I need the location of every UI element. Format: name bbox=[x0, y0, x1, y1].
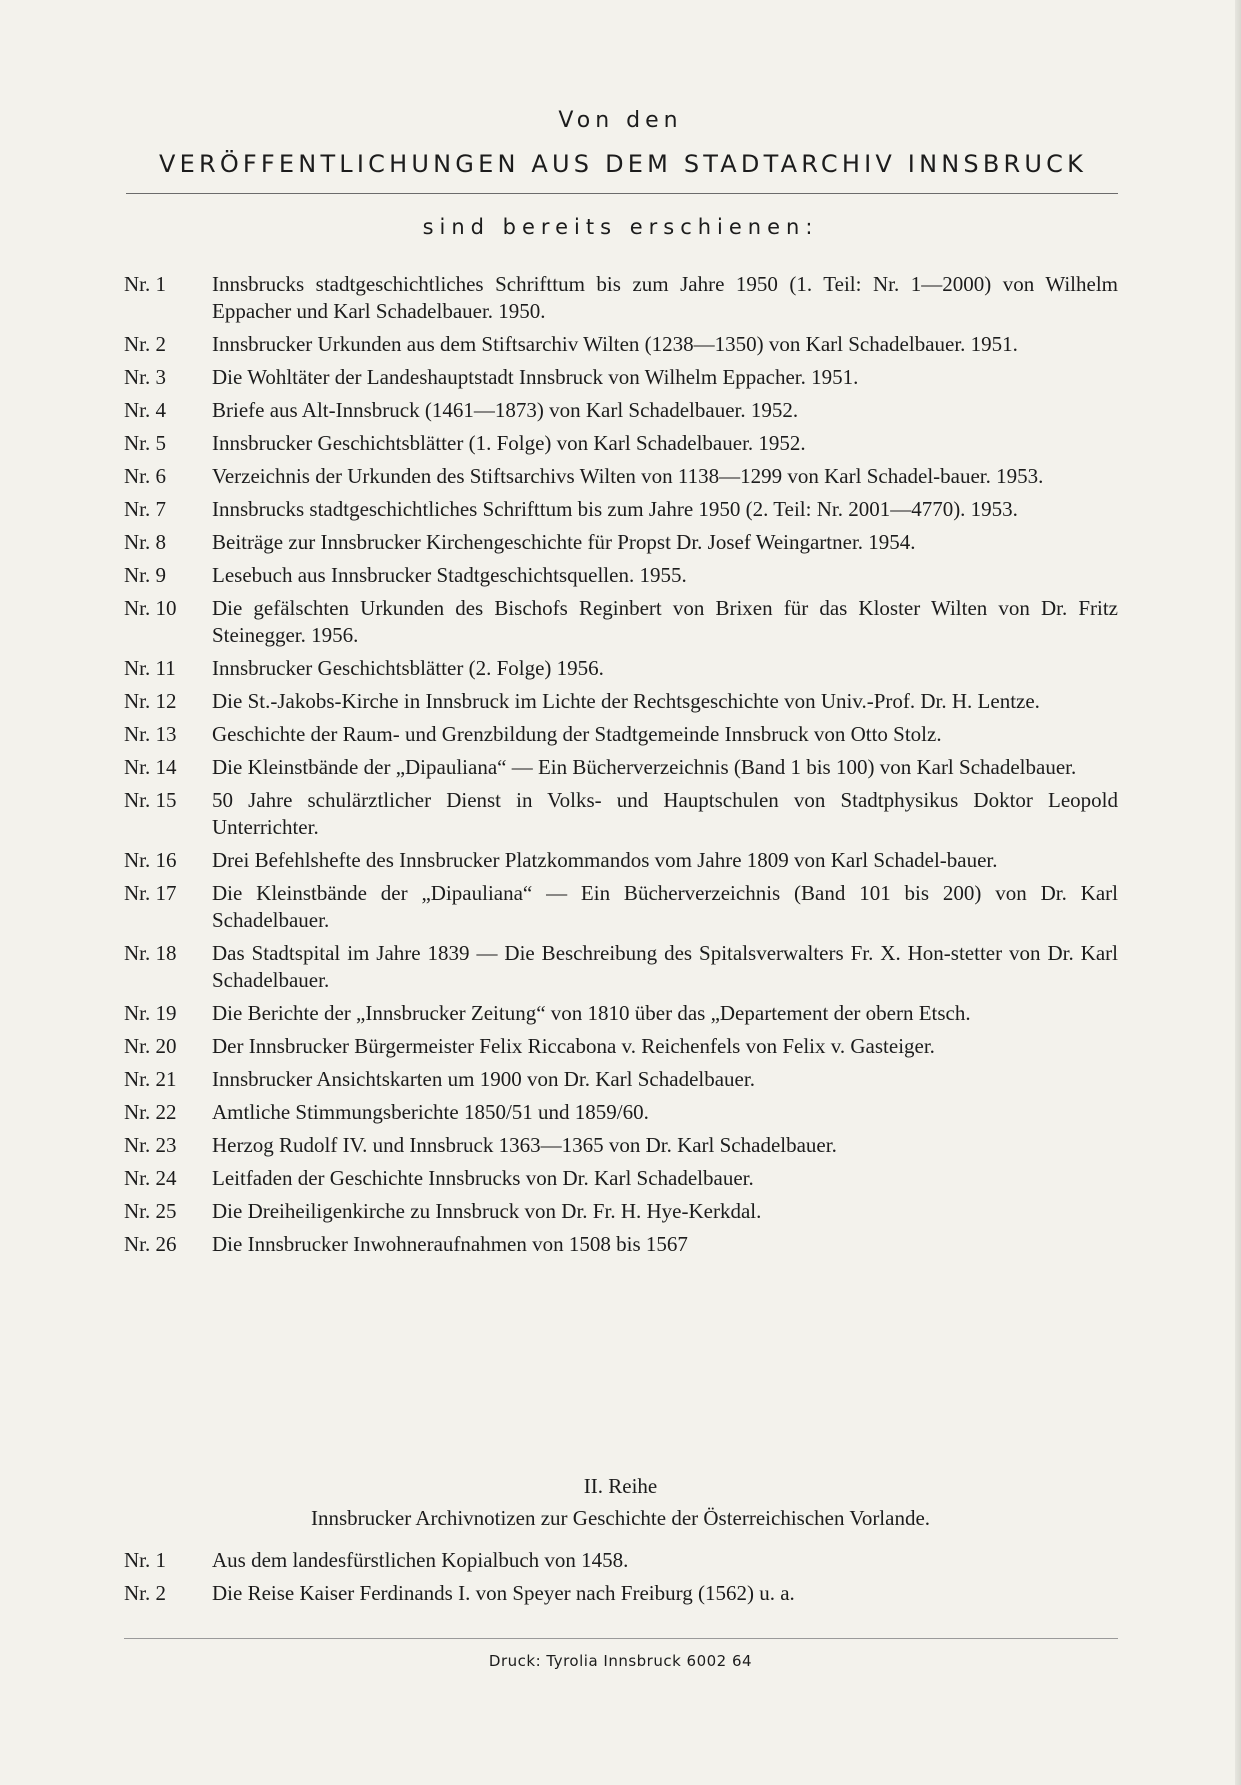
entry-number: Nr. 23 bbox=[124, 1133, 177, 1157]
list-item bbox=[124, 1132, 1118, 1159]
list-item bbox=[124, 529, 1118, 556]
entry-text: Die Reise Kaiser Ferdinands I. von Speyer nach Freiburg (1562) u. a. bbox=[212, 1581, 795, 1605]
entry-text: Geschichte der Raum- und Grenzbildung der Stadtgemeinde Innsbruck von Otto Stolz. bbox=[212, 722, 942, 746]
entry-number: Nr. 19 bbox=[124, 1001, 177, 1025]
entry-text: Leitfaden der Geschichte Innsbrucks von Dr. Karl Schadelbauer. bbox=[212, 1166, 754, 1190]
entry-number: Nr. 14 bbox=[124, 755, 177, 779]
entry-text: Das Stadtspital im Jahre 1839 — Die Beschreibung des Spitalsverwalters Fr. X. Hon-stetter von Dr. Karl Schadelbauer. bbox=[212, 941, 1118, 992]
entry-text: Die gefälschten Urkunden des Bischofs Reginbert von Brixen für das Kloster Wilten von Dr. Fritz Steinegger. 1956. bbox=[212, 596, 1118, 647]
entry-text: Die Innsbrucker Inwohneraufnahmen von 1508 bis 1567 bbox=[212, 1232, 688, 1256]
list-item bbox=[124, 847, 1118, 874]
heading-published: sind bereits erschienen: bbox=[422, 215, 819, 239]
entry-number: Nr. 4 bbox=[124, 398, 166, 422]
entry-text: Innsbrucker Geschichtsblätter (1. Folge) von Karl Schadelbauer. 1952. bbox=[212, 431, 806, 455]
list-item bbox=[124, 1231, 1118, 1258]
entry-text: Innsbrucks stadtgeschichtliches Schrifttum bis zum Jahre 1950 (1. Teil: Nr. 1—2000) von Wilhelm Eppacher und Karl Schadelbauer. 1950. bbox=[212, 272, 1118, 323]
list-item bbox=[124, 1099, 1118, 1126]
entry-text: Amtliche Stimmungsberichte 1850/51 und 1859/60. bbox=[212, 1100, 649, 1124]
list-item bbox=[124, 562, 1118, 589]
entry-text: Briefe aus Alt-Innsbruck (1461—1873) von Karl Schadelbauer. 1952. bbox=[212, 398, 799, 422]
list-item bbox=[124, 940, 1118, 994]
series2-title: II. Reihe bbox=[583, 1474, 658, 1498]
entry-text: Innsbrucker Geschichtsblätter (2. Folge) 1956. bbox=[212, 656, 604, 680]
list-item bbox=[124, 496, 1118, 523]
entry-number: Nr. 12 bbox=[124, 689, 177, 713]
series2-subtitle: Innsbrucker Archivnotizen zur Geschichte der Österreichischen Vorlande. bbox=[310, 1506, 931, 1530]
entry-text: Drei Befehlshefte des Innsbrucker Platzkommandos vom Jahre 1809 von Karl Schadel-bauer. bbox=[212, 848, 998, 872]
entry-number: Nr. 25 bbox=[124, 1199, 177, 1223]
entry-text: Die Wohltäter der Landeshauptstadt Innsbruck von Wilhelm Eppacher. 1951. bbox=[212, 365, 859, 389]
list-item bbox=[124, 595, 1118, 649]
heading-von-den: Von den bbox=[558, 108, 683, 133]
list-item bbox=[124, 1580, 1118, 1607]
list-item bbox=[124, 1198, 1118, 1225]
entry-number: Nr. 6 bbox=[124, 464, 166, 488]
entry-text: Die Kleinstbände der „Dipauliana“ — Ein Bücherverzeichnis (Band 1 bis 100) von Karl Schadelbauer. bbox=[212, 755, 1077, 779]
entry-text: Innsbrucker Urkunden aus dem Stiftsarchiv Wilten (1238—1350) von Karl Schadelbauer. 1951. bbox=[212, 332, 1018, 356]
heading-series-title: VERÖFFENTLICHUNGEN AUS DEM STADTARCHIV INNSBRUCK bbox=[158, 150, 1088, 178]
entry-text: Die Berichte der „Innsbrucker Zeitung“ von 1810 über das „Departement der obern Etsch. bbox=[212, 1001, 971, 1025]
entry-text: Der Innsbrucker Bürgermeister Felix Riccabona v. Reichenfels von Felix v. Gasteiger. bbox=[212, 1034, 935, 1058]
entry-number: Nr. 10 bbox=[124, 596, 177, 620]
entry-number: Nr. 1 bbox=[124, 272, 166, 296]
entry-text: Die Dreiheiligenkirche zu Innsbruck von Dr. Fr. H. Hye-Kerkdal. bbox=[212, 1199, 762, 1223]
publication-list bbox=[124, 271, 1118, 1264]
list-item bbox=[124, 655, 1118, 682]
list-item bbox=[124, 688, 1118, 715]
entry-text: Innsbrucks stadtgeschichtliches Schrifttum bis zum Jahre 1950 (2. Teil: Nr. 2001—4770). 1953. bbox=[212, 497, 1018, 521]
entry-number: Nr. 2 bbox=[124, 332, 166, 356]
entry-text: Die St.-Jakobs-Kirche in Innsbruck im Lichte der Rechtsgeschichte von Univ.-Prof. Dr. H. Lentze. bbox=[212, 689, 1040, 713]
list-item bbox=[124, 1066, 1118, 1093]
list-item bbox=[124, 721, 1118, 748]
entry-number: Nr. 15 bbox=[124, 788, 177, 812]
entry-number: Nr. 11 bbox=[124, 656, 176, 680]
list-item bbox=[124, 1547, 1118, 1574]
list-item bbox=[124, 880, 1118, 934]
entry-number: Nr. 21 bbox=[124, 1067, 177, 1091]
list-item bbox=[124, 364, 1118, 391]
entry-number: Nr. 20 bbox=[124, 1034, 177, 1058]
entry-text: 50 Jahre schulärztlicher Dienst in Volks- und Hauptschulen von Stadtphysikus Doktor Leopold Unterrichter. bbox=[212, 788, 1118, 839]
list-item bbox=[124, 1165, 1118, 1192]
printer-imprint: Druck: Tyrolia Innsbruck 6002 64 bbox=[488, 1652, 753, 1670]
entry-number: Nr. 13 bbox=[124, 722, 177, 746]
entry-number: Nr. 17 bbox=[124, 881, 177, 905]
entry-number: Nr. 5 bbox=[124, 431, 166, 455]
entry-number: Nr. 7 bbox=[124, 497, 166, 521]
entry-text: Die Kleinstbände der „Dipauliana“ — Ein Bücherverzeichnis (Band 101 bis 200) von Dr. Karl Schadelbauer. bbox=[212, 881, 1118, 932]
entry-text: Aus dem landesfürstlichen Kopialbuch von 1458. bbox=[212, 1548, 629, 1572]
list-item bbox=[124, 1033, 1118, 1060]
entry-number: Nr. 22 bbox=[124, 1100, 177, 1124]
list-item bbox=[124, 397, 1118, 424]
list-item bbox=[124, 754, 1118, 781]
list-item bbox=[124, 787, 1118, 841]
entry-number: Nr. 1 bbox=[124, 1548, 166, 1572]
entry-text: Herzog Rudolf IV. und Innsbruck 1363—1365 von Dr. Karl Schadelbauer. bbox=[212, 1133, 837, 1157]
entry-text: Verzeichnis der Urkunden des Stiftsarchivs Wilten von 1138—1299 von Karl Schadel-bauer. 1953. bbox=[212, 464, 1044, 488]
entry-text: Innsbrucker Ansichtskarten um 1900 von Dr. Karl Schadelbauer. bbox=[212, 1067, 755, 1091]
list-item bbox=[124, 1000, 1118, 1027]
list-item bbox=[124, 463, 1118, 490]
entry-number: Nr. 18 bbox=[124, 941, 177, 965]
entry-number: Nr. 9 bbox=[124, 563, 166, 587]
divider-top bbox=[126, 193, 1118, 194]
entry-number: Nr. 26 bbox=[124, 1232, 177, 1256]
entry-number: Nr. 2 bbox=[124, 1581, 166, 1605]
list-item bbox=[124, 430, 1118, 457]
entry-text: Beiträge zur Innsbrucker Kirchengeschichte für Propst Dr. Josef Weingartner. 1954. bbox=[212, 530, 916, 554]
entry-number: Nr. 16 bbox=[124, 848, 177, 872]
divider-bottom bbox=[124, 1638, 1118, 1639]
list-item bbox=[124, 271, 1118, 325]
series2-list bbox=[124, 1547, 1118, 1613]
entry-number: Nr. 8 bbox=[124, 530, 166, 554]
entry-number: Nr. 3 bbox=[124, 365, 166, 389]
entry-text: Lesebuch aus Innsbrucker Stadtgeschichtsquellen. 1955. bbox=[212, 563, 687, 587]
entry-number: Nr. 24 bbox=[124, 1166, 177, 1190]
list-item bbox=[124, 331, 1118, 358]
